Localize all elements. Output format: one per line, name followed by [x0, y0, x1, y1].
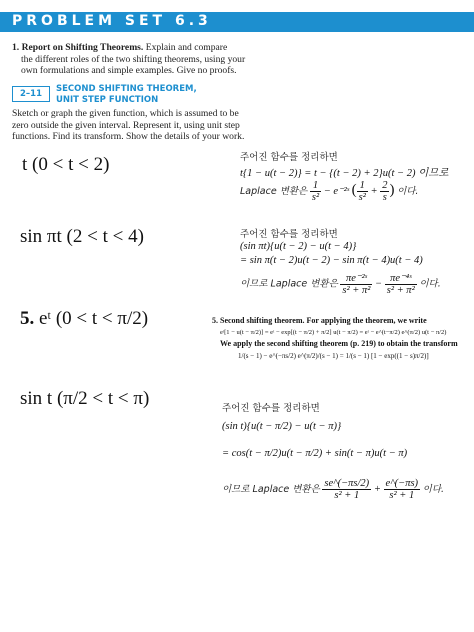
solution-snippet — [212, 316, 468, 360]
fraction-denominator: s² + 1 — [334, 490, 360, 501]
instruction-line: functions. Find its transform. Show the details of your work. — [12, 131, 245, 143]
equation-suffix: 이다. — [422, 483, 445, 495]
fraction-numerator: se^(−πs/2) — [324, 478, 370, 489]
fraction-denominator: s² + π² — [386, 285, 415, 296]
problem-1-line: the different roles of the two shifting theorems, using your — [21, 53, 246, 65]
snippet-equation-2: 1/(s − 1) − e^(−πs/2) e^(π/2)/(s − 1) = 1/(s − 1) [1 − exp((1 − s)π/2)] — [238, 352, 429, 360]
fraction-denominator: s² + π² — [342, 285, 371, 296]
equation-b-3 — [240, 272, 441, 296]
fraction-numerator: 1 — [310, 180, 321, 192]
page-title: PROBLEM SET 6.3 — [12, 13, 212, 29]
equation-d-2: = cos(t − π/2)u(t − π/2) + sin(t − π)u(t − π) — [222, 448, 408, 459]
snippet-equation-1: eᵗ[1 − u(t − π/2)] = eᵗ − exp[(t − π/2) + π/2] u(t − π/2) = eᵗ − e^(t−π/2) e^(π/2) u(t − π/2) — [220, 329, 447, 336]
laplace-label: Laplace 변환은 — [240, 185, 308, 197]
fraction-numerator: πe⁻²ˢ — [340, 272, 372, 285]
section-title-line: SECOND SHIFTING THEOREM, — [56, 84, 197, 94]
problem-set-banner — [0, 12, 474, 32]
fraction-denominator: s² + 1 — [389, 490, 415, 501]
fraction-numerator: 2 — [382, 180, 388, 191]
intro-a: 주어진 함수를 정리하면 — [240, 152, 338, 163]
intro-d: 주어진 함수를 정리하면 — [222, 403, 320, 414]
equation-a-1: t{1 − u(t − 2)} = t − {(t − 2) + 2}u(t − 2) 이므로 — [240, 168, 449, 179]
section-title-line: UNIT STEP FUNCTION — [56, 94, 159, 105]
function-d: sin t (π/2 < t < π) — [20, 388, 150, 409]
problem-1-line: own formulations and simple examples. Give no proofs. — [21, 65, 237, 77]
instruction-line: zero outside the given interval. Represent it, using unit step — [12, 119, 240, 131]
problem-1-number: 1. — [12, 42, 20, 53]
problem-1-heading: Report on Shifting Theorems. — [21, 42, 144, 53]
equation-b-1: (sin πt){u(t − 2) − u(t − 4)} — [240, 241, 357, 252]
section-title — [56, 84, 197, 105]
instruction-line: Sketch or graph the given function, which is assumed to be — [12, 108, 239, 119]
laplace-label: 이므로 Laplace 변환은 — [222, 483, 320, 495]
snippet-title: 5. Second shifting theorem. For applying the theorem, we write — [212, 316, 427, 325]
intro-b: 주어진 함수를 정리하면 — [240, 229, 338, 240]
function-a: t (0 < t < 2) — [22, 154, 110, 175]
function-expression: eᵗ (0 < t < π/2) — [39, 308, 149, 329]
equation-suffix: 이다. — [397, 185, 419, 197]
equation-suffix: 이다. — [419, 278, 441, 290]
equation-d-3 — [222, 478, 444, 501]
problem-1-line: Explain and compare — [145, 42, 228, 53]
snippet-text: We apply the second shifting theorem (p. 219) to obtain the transform — [220, 339, 458, 348]
section-number: 2–11 — [12, 86, 50, 102]
laplace-label: 이므로 Laplace 변환은 — [240, 278, 338, 290]
problem-1 — [12, 42, 267, 77]
equation-operator: − — [375, 278, 383, 290]
function-c — [20, 308, 148, 330]
equation-d-1: (sin t){u(t − π/2) − u(t − π)} — [222, 421, 342, 432]
problem-number: 5. — [20, 308, 35, 329]
equation-operator: + — [370, 185, 378, 197]
fraction-numerator: e^(−πs) — [385, 478, 419, 489]
fraction-denominator: s² — [358, 192, 366, 203]
fraction-numerator: 1 — [357, 180, 368, 192]
function-b: sin πt (2 < t < 4) — [20, 226, 144, 247]
equation-term: − e⁻²ˢ — [323, 185, 349, 197]
equation-b-2: = sin π(t − 2)u(t − 2) − sin π(t − 4)u(t − 4) — [240, 255, 423, 266]
fraction-numerator: πe⁻⁴ˢ — [385, 272, 417, 285]
fraction-denominator: s — [382, 192, 387, 203]
equation-a-2: Laplace 변환은 $\frac{1}{\text{s²}}$ − e⁻²ˢ ( $\frac{1}{\text{s²}}$ + $\frac{2}{s}$ ) 이다. — [240, 180, 419, 203]
fraction-denominator: s² — [311, 192, 320, 203]
equation-operator: + — [373, 483, 381, 495]
section-instructions — [12, 108, 277, 143]
